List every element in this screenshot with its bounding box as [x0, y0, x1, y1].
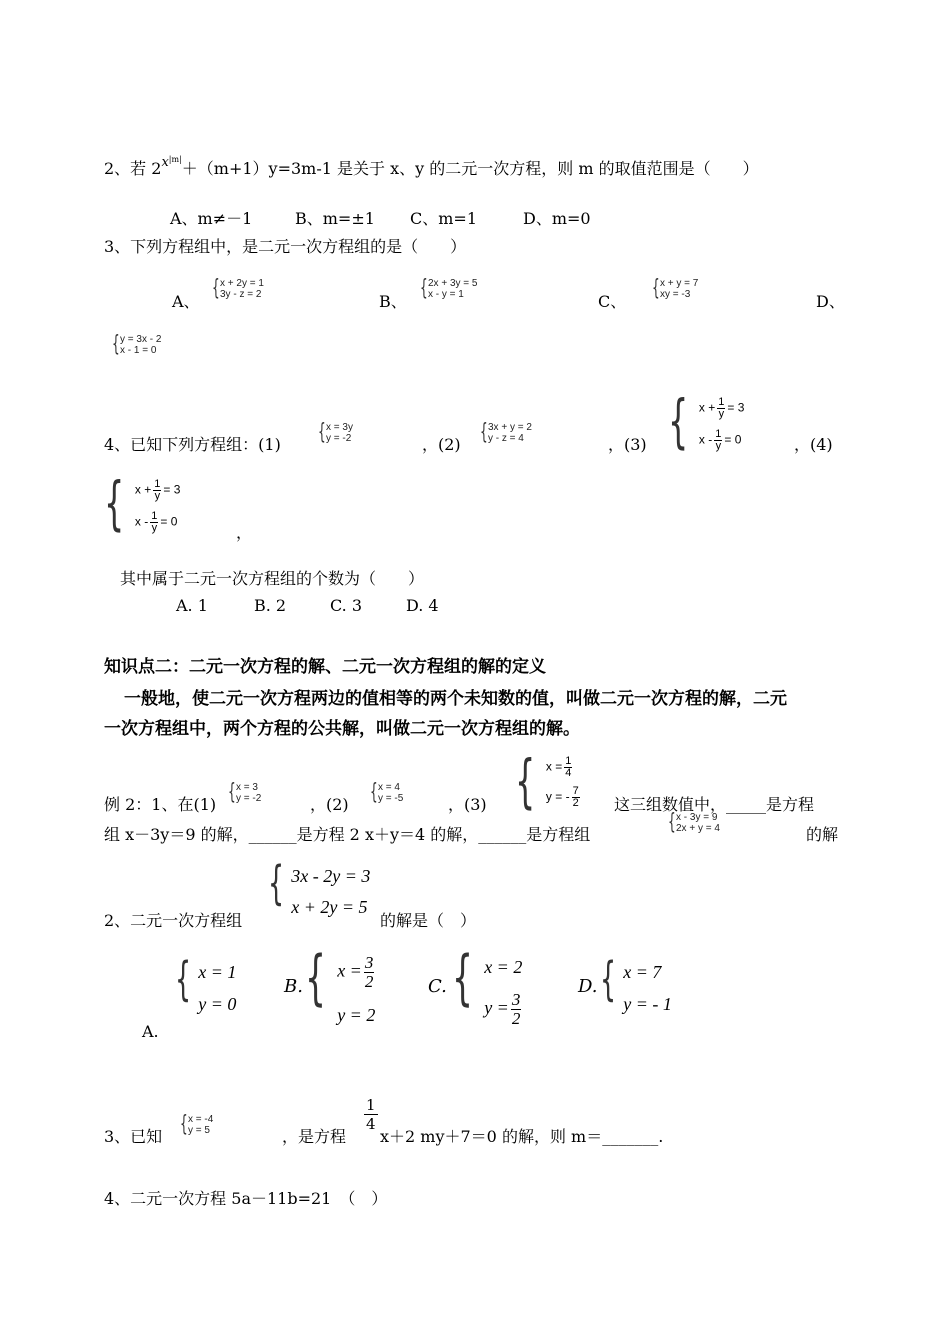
q2b-option-b-label: B. — [284, 976, 303, 997]
q3b-text-b: ，是方程 — [282, 1127, 347, 1146]
equation: 3x + y = 2 — [488, 422, 532, 433]
q3-option-d-system — [112, 334, 161, 356]
brace-icon: { — [180, 1112, 188, 1137]
q2b-text-a: 2、二元一次方程组 — [104, 911, 243, 930]
brace-icon: { — [268, 856, 285, 910]
q3b-fraction — [364, 1096, 378, 1133]
question-4-option-b: B. 2 — [254, 596, 287, 615]
equation: x = 3y — [326, 422, 353, 433]
brace-icon: { — [305, 943, 327, 1013]
separator: ，(3) — [448, 795, 487, 814]
equation: y = - 1 — [623, 994, 672, 1014]
question-2-option-a: A、m≠－1 — [170, 209, 253, 228]
example-2-system-3 — [515, 747, 582, 815]
q2b-system — [268, 856, 371, 922]
q4-system-4 — [104, 469, 181, 538]
equation: x + $\frac{1}{y}$ = 3 — [134, 477, 181, 502]
example-2-system-4 — [668, 812, 720, 834]
question-4-option-a: A. 1 — [176, 596, 208, 615]
question-2-option-b: B、m=±1 — [295, 209, 375, 228]
brace-icon: { — [112, 332, 120, 357]
equation: x - $\frac{1}{y}$ = 0 — [134, 509, 178, 534]
equation: 3y - z = 2 — [220, 289, 262, 300]
brace-icon: { — [104, 469, 125, 537]
q4b-text: 4、二元一次方程 5a－11b=21 （ ） — [104, 1189, 388, 1208]
q3-option-d-label: D、 — [816, 292, 845, 311]
equation: x + y = 7 — [660, 278, 699, 289]
equation: y = -2 — [236, 793, 262, 804]
q2b-option-c-label: C. — [428, 976, 447, 997]
brace-icon: { — [175, 952, 192, 1006]
equation: y - z = 4 — [488, 433, 524, 444]
question-3-text: 3、下列方程组中，是二元一次方程组的是（ ） — [104, 237, 467, 256]
equation: 3x - 2y = 3 — [291, 865, 371, 886]
separator: ，(3) — [608, 435, 647, 454]
q3-option-a-label: A、 — [172, 292, 200, 311]
equation: x = $\frac{3}{2}$ — [337, 952, 374, 991]
equation: y = 3x - 2 — [120, 334, 162, 345]
equation: y = - $\frac{7}{2}$ — [545, 784, 579, 809]
q2b-text-b: 的解是（ ） — [380, 911, 477, 930]
q3-option-b-system — [420, 278, 477, 300]
equation: y = 2 — [337, 1005, 376, 1026]
q2b-option-c-system — [452, 943, 523, 1034]
exponent-base: x — [161, 155, 169, 170]
equation: x = 1 — [198, 962, 237, 982]
equation: x = 7 — [623, 962, 662, 982]
example-2-text-d: 这三组数值中，_____是方程 — [614, 795, 815, 814]
q3-option-c-system — [652, 278, 698, 300]
brace-icon: { — [452, 943, 474, 1013]
q3b-system — [180, 1114, 213, 1136]
brace-icon: { — [228, 780, 236, 805]
example-2-line-2-tail: 的解 — [806, 825, 839, 844]
section-body-line-1: 一般地，使二元一次方程两边的值相等的两个未知数的值，叫做二元一次方程的解，二元 — [124, 689, 787, 709]
equation: x + 2y = 1 — [220, 278, 264, 289]
question-4-text-a: 4、已知下列方程组：(1) — [104, 435, 281, 454]
equation: y = 0 — [198, 994, 237, 1014]
example-2-system-2 — [370, 782, 403, 804]
brace-icon: { — [668, 810, 676, 835]
equation: y = -5 — [378, 793, 404, 804]
brace-icon: { — [515, 747, 536, 815]
question-2-option-c: C、m=1 — [410, 209, 478, 228]
equation: x - 3y = 9 — [676, 812, 718, 823]
equation: y = -2 — [326, 433, 352, 444]
q2b-option-a-label: A. — [142, 1022, 159, 1041]
q3b-text-c: x＋2 my＋7＝0 的解，则 m＝_______. — [380, 1127, 664, 1146]
question-2-text-b: ＋（m+1）y=3m-1 是关于 x、y 的二元一次方程，则 m 的取值范围是（ ） — [181, 159, 759, 178]
q3-option-c-label: C、 — [598, 292, 627, 311]
equation: 2x + 3y = 5 — [428, 278, 478, 289]
brace-icon: { — [212, 276, 220, 301]
q2b-option-d-system — [600, 952, 672, 1020]
equation: x = $\frac{1}{4}$ — [545, 754, 572, 779]
q2b-option-a-system — [175, 952, 237, 1020]
separator: ，(2) — [422, 435, 461, 454]
brace-icon: { — [600, 952, 617, 1006]
question-4-question: 其中属于二元一次方程组的个数为（ ） — [120, 569, 425, 588]
brace-icon: { — [420, 276, 428, 301]
separator: ，(2) — [310, 795, 349, 814]
question-2 — [104, 156, 759, 179]
example-2-line-2: 组 x－3y＝9 的解，______是方程 2 x＋y＝4 的解，______是方程组 — [104, 825, 591, 844]
exponent-superscript: |m| — [168, 154, 182, 164]
q3b-text-a: 3、已知 — [104, 1127, 163, 1146]
question-2-option-d: D、m=0 — [523, 209, 591, 228]
q3-option-a-system — [212, 278, 264, 300]
equation: x + 2y = 5 — [291, 896, 368, 917]
equation: x - y = 1 — [428, 289, 464, 300]
equation: x = 2 — [484, 956, 523, 977]
equation: x + $\frac{1}{y}$ = 3 — [698, 395, 745, 420]
example-2-system-1 — [228, 782, 261, 804]
example-2-text-a: 例 2：1、在(1) — [104, 795, 217, 814]
equation: x = -4 — [188, 1114, 214, 1125]
q2b-option-d-label: D. — [578, 976, 598, 997]
brace-icon: { — [480, 420, 488, 445]
equation: x = 3 — [236, 782, 258, 793]
q4-system-1 — [318, 422, 353, 444]
separator: ， — [236, 523, 253, 542]
separator: ，(4) — [794, 435, 833, 454]
question-4-option-c: C. 3 — [330, 596, 363, 615]
section-heading: 知识点二：二元一次方程的解、二元一次方程组的解的定义 — [104, 657, 546, 677]
q4-system-2 — [480, 422, 532, 444]
equation: xy = -3 — [660, 289, 691, 300]
q2b-option-b-system — [305, 943, 376, 1034]
question-2-text-a: 2、若 2 — [104, 159, 162, 178]
equation: 2x + y = 4 — [676, 823, 720, 834]
equation: y = 5 — [188, 1125, 210, 1136]
equation: x - 1 = 0 — [120, 345, 157, 356]
equation: x - $\frac{1}{y}$ = 0 — [698, 427, 742, 452]
fraction-denominator: 4 — [366, 1115, 376, 1133]
equation: x = 4 — [378, 782, 400, 793]
section-body-line-2: 一次方程组中，两个方程的公共解，叫做二元一次方程组的解。 — [104, 719, 580, 739]
equation: y = $\frac{3}{2}$ — [484, 990, 521, 1029]
brace-icon: { — [370, 780, 378, 805]
fraction-numerator: 1 — [366, 1096, 376, 1114]
question-4-option-d: D. 4 — [406, 596, 439, 615]
brace-icon: { — [318, 420, 326, 445]
brace-icon: { — [668, 387, 689, 455]
q3-option-b-label: B、 — [379, 292, 407, 311]
brace-icon: { — [652, 276, 660, 301]
q4-system-3 — [668, 387, 745, 456]
